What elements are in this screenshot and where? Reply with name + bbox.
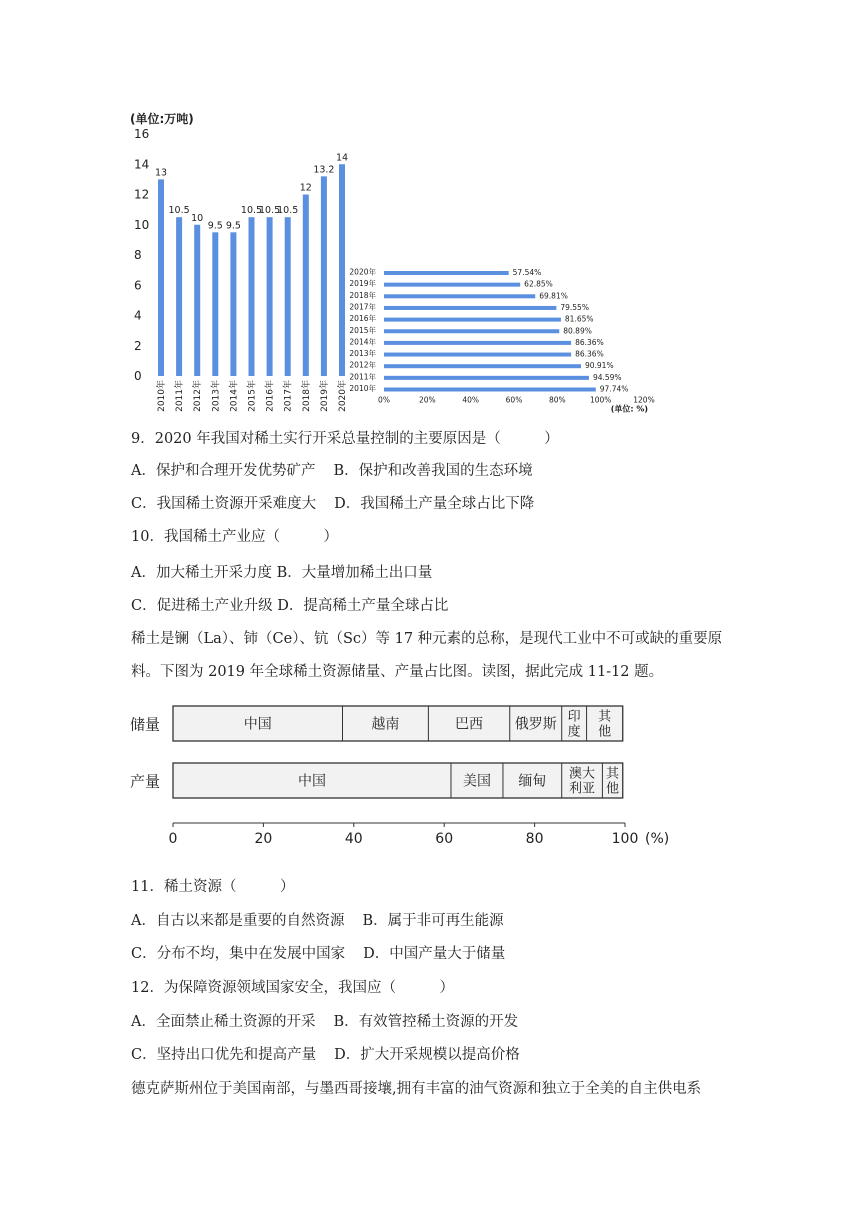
question-9-option-c[interactable]: C．我国稀土资源开采难度大 (131, 496, 317, 512)
question-9-option-a[interactable]: A．保护和合理开发优势矿产 (131, 463, 316, 479)
x-tick-label: 2018年 (301, 380, 312, 412)
hbar (384, 283, 520, 287)
bar (267, 217, 273, 376)
segment-label: 美国 (462, 773, 491, 790)
x-tick-label: 2015年 (247, 380, 258, 412)
x-tick-label: 2019年 (319, 380, 330, 412)
category-label: 2017年 (349, 302, 376, 312)
hbar (384, 376, 589, 380)
hbar-value-label: 94.59% (592, 372, 622, 382)
y-tick-label: 2 (134, 338, 142, 353)
question-11-option-a[interactable]: A．自古以来都是重要的自然资源 (131, 913, 345, 929)
question-10-options-cd[interactable]: C．促进稀土产业升级 D．提高稀土产量全球占比 (131, 598, 449, 614)
hbar (384, 318, 561, 322)
question-9-options-ab (131, 461, 533, 481)
y-tick-label: 0 (134, 369, 142, 383)
row-label: 储量 (130, 715, 161, 734)
bar (176, 217, 182, 376)
x-tick-label: 0 (168, 831, 178, 847)
x-unit-label: (%) (645, 831, 670, 847)
bar-value-label: 10.5 (168, 205, 190, 217)
hbar-value-label: 62.85% (524, 279, 553, 289)
bar-value-label: 10 (191, 212, 204, 224)
bar-value-label: 9.5 (225, 220, 241, 232)
hbar (384, 364, 581, 368)
category-label: 2011年 (349, 372, 376, 382)
hbar-value-label: 86.36% (575, 349, 604, 359)
bar (249, 217, 255, 376)
question-12-option-a[interactable]: A．全面禁止稀土资源的开采 (131, 1014, 316, 1030)
hbar-value-label: 86.36% (575, 337, 604, 347)
intro-paragraph-line-1: 稀土是镧（La）、铈（Ce）、钪（Sc）等 17 种元素的总称，是现代工业中不可或缺的重要原 (131, 631, 723, 647)
question-10-options-ab[interactable]: A．加大稀土开采力度 B．大量增加稀土出口量 (131, 565, 433, 581)
bar (321, 176, 327, 376)
question-11-stem: 11．稀土资源（ ） (131, 879, 295, 895)
bar-value-label: 12 (299, 182, 312, 194)
hbar-value-label: 90.91% (584, 361, 614, 371)
x-tick-label: 80% (548, 395, 566, 405)
hbar-value-label: 81.65% (564, 314, 594, 324)
category-label: 2020年 (349, 267, 376, 277)
hbar (384, 329, 559, 333)
intro-paragraph-texas: 德克萨斯州位于美国南部，与墨西哥接壤,拥有丰富的油气资源和独立于全美的自主供电系 (131, 1081, 702, 1097)
question-9-option-d[interactable]: D．我国稀土产量全球占比下降 (334, 496, 535, 512)
bar-chart-unit-label: (单位:万吨) (130, 112, 194, 126)
x-tick-label: 80 (525, 831, 544, 847)
x-tick-label: 20 (254, 831, 273, 847)
segment-label: 利亚 (569, 781, 596, 797)
hbar-value-label: 57.54% (512, 268, 542, 277)
y-tick-label: 14 (134, 157, 150, 172)
category-label: 2014年 (349, 337, 376, 347)
bar (194, 225, 200, 376)
x-tick-label: 100% (589, 395, 612, 405)
y-tick-label: 16 (134, 127, 150, 141)
x-tick-label: 2020年 (338, 380, 348, 412)
bar-value-label: 13.2 (313, 164, 335, 176)
mining-quota-bar-chart (128, 110, 349, 412)
x-tick-label: 2016年 (265, 380, 276, 412)
x-tick-label: 40% (462, 395, 480, 405)
x-tick-label: 2012年 (193, 380, 204, 412)
segment-label: 越南 (371, 716, 400, 733)
category-label: 2019年 (349, 279, 376, 289)
question-12-option-c[interactable]: C．坚持出口优先和提高产量 (131, 1047, 317, 1063)
question-12-option-d[interactable]: D．扩大开采规模以提高价格 (334, 1047, 520, 1063)
x-tick-label: 2010年 (157, 380, 167, 412)
bar-value-label: 10.5 (259, 205, 281, 217)
question-10-stem: 10．我国稀土产业应（ ） (131, 529, 338, 545)
hbar (384, 294, 535, 298)
hbar-value-label: 69.81% (539, 291, 568, 301)
question-11-option-b[interactable]: B．属于非可再生能源 (362, 913, 504, 929)
hbar (384, 341, 571, 345)
bar (230, 232, 236, 376)
bar (285, 217, 291, 376)
y-tick-label: 8 (134, 248, 142, 262)
x-tick-label: 20% (418, 395, 436, 405)
segment-label: 度 (567, 724, 581, 740)
category-label: 2016年 (349, 314, 376, 324)
x-tick-label: 2011年 (175, 380, 186, 412)
hbar (384, 306, 556, 310)
x-tick-label: 100 (611, 831, 639, 847)
question-9-options-cd (131, 494, 534, 514)
hbar (384, 388, 596, 392)
segment-label: 巴西 (455, 716, 484, 733)
category-label: 2018年 (349, 290, 376, 300)
category-label: 2013年 (349, 349, 376, 359)
hbar-value-label: 79.55% (560, 302, 589, 312)
hbar-unit-label: (单位: %) (610, 404, 648, 414)
bar-value-label: 9.5 (207, 220, 223, 232)
segment-label: 他 (606, 781, 620, 797)
segment-label: 俄罗斯 (514, 716, 557, 733)
x-tick-label: 120% (633, 395, 655, 405)
category-label: 2015年 (349, 325, 376, 335)
row-label: 产量 (130, 772, 161, 791)
segment-label: 缅甸 (518, 773, 547, 790)
question-9-option-b[interactable]: B．保护和改善我国的生态环境 (333, 463, 533, 479)
bar (212, 232, 218, 376)
question-11-option-c[interactable]: C．分布不均，集中在发展中国家 (131, 946, 346, 962)
segment-label: 其 (606, 766, 620, 782)
segment-label: 印 (567, 709, 581, 725)
question-12-option-b[interactable]: B．有效管控稀土资源的开发 (333, 1014, 519, 1030)
bar-value-label: 13 (154, 167, 168, 179)
hbar (384, 271, 509, 275)
x-tick-label: 0% (378, 395, 390, 405)
segment-label: 中国 (297, 773, 326, 790)
question-11-options-ab (131, 911, 504, 931)
y-tick-label: 12 (134, 187, 150, 202)
category-label: 2012年 (349, 360, 376, 370)
segment-label: 中国 (243, 716, 272, 733)
segment-label: 其 (598, 709, 612, 725)
bar-value-label: 10.5 (277, 205, 299, 217)
bar (158, 179, 164, 376)
reserves-production-share-chart (128, 700, 688, 860)
intro-paragraph-line-2: 料。下图为 2019 年全球稀土资源储量、产量占比图。读图，据此完成 11-12 题。 (131, 664, 664, 680)
question-12-options-ab (131, 1012, 518, 1032)
stacked-bar (173, 763, 623, 798)
hbar-value-label: 97.74% (599, 384, 629, 394)
y-tick-label: 10 (134, 217, 150, 232)
x-tick-label: 60 (435, 831, 454, 847)
bar (303, 195, 309, 377)
question-12-options-cd (131, 1045, 520, 1065)
question-9-stem: 9．2020 年我国对稀土实行开采总量控制的主要原因是（ ） (131, 431, 559, 447)
segment-label: 他 (598, 724, 612, 740)
hbar-value-label: 80.89% (563, 326, 592, 336)
x-tick-label: 2014年 (229, 380, 240, 412)
question-11-option-d[interactable]: D．中国产量大于储量 (363, 946, 506, 962)
question-12-stem: 12．为保障资源领域国家安全，我国应（ ） (131, 980, 454, 996)
segment-label: 澳大 (569, 766, 596, 782)
global-share-hbar-chart (338, 262, 668, 412)
question-11-options-cd (131, 944, 505, 964)
hbar (384, 353, 571, 357)
bar-value-label: 10.5 (240, 205, 263, 217)
x-tick-label: 60% (505, 395, 523, 405)
y-tick-label: 4 (134, 308, 142, 323)
category-label: 2010年 (349, 384, 376, 393)
y-tick-label: 6 (134, 278, 142, 293)
bar-value-label: 14 (335, 152, 349, 164)
x-tick-label: 40 (344, 831, 363, 847)
x-tick-label: 2013年 (211, 380, 222, 412)
x-tick-label: 2017年 (283, 380, 294, 412)
